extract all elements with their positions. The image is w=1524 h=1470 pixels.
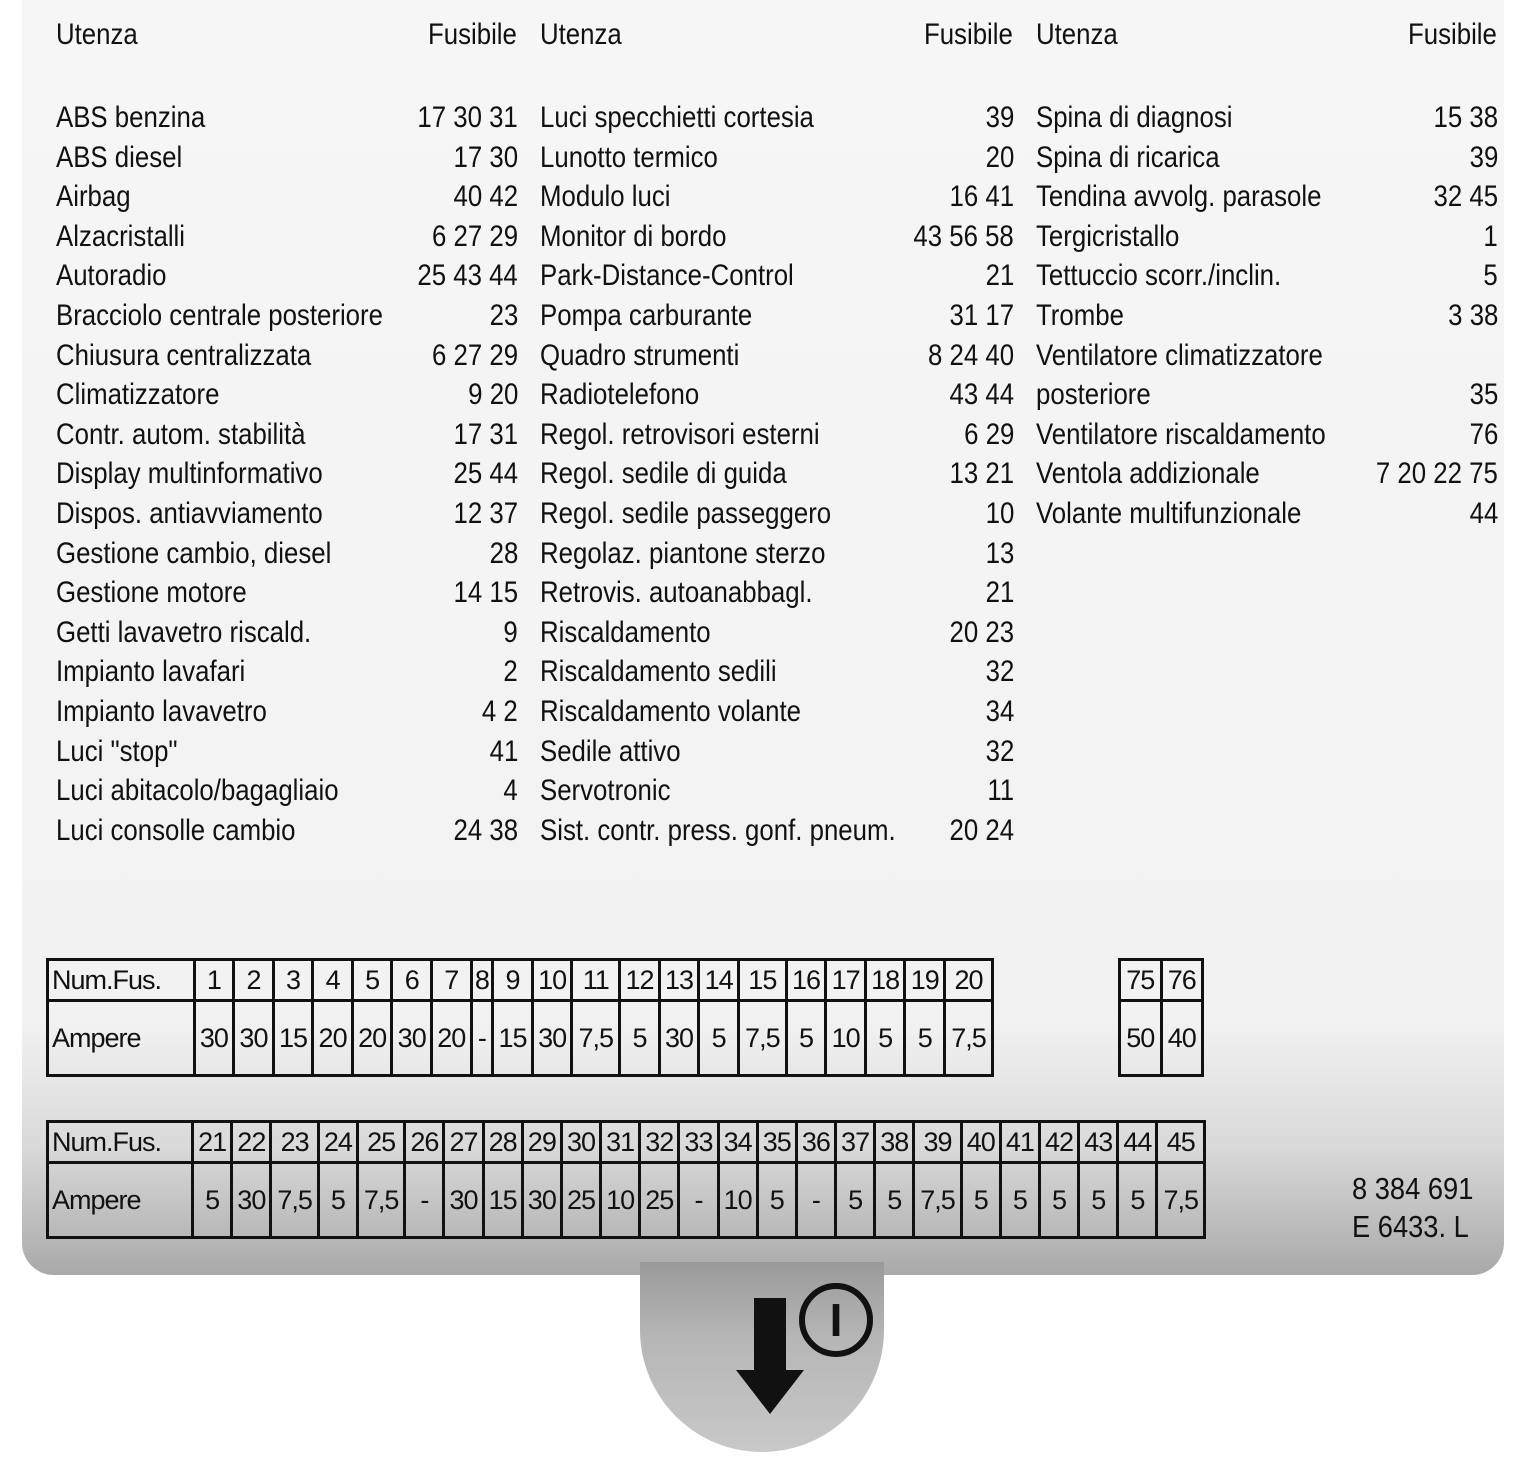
tab-symbol: I xyxy=(829,1294,843,1346)
fuse-numbers: 28 xyxy=(489,536,518,570)
list-item xyxy=(540,652,1014,692)
fuse-number-cell: 76 xyxy=(1161,960,1203,1001)
list-item xyxy=(56,336,518,376)
list-item xyxy=(540,98,1014,138)
list-item xyxy=(1036,454,1498,494)
num-fus-label: Num.Fus. xyxy=(48,960,195,1001)
table-row xyxy=(48,1122,1205,1163)
user-header: Utenza xyxy=(56,18,138,51)
list-item xyxy=(56,296,518,336)
ampere-cell: 7,5 xyxy=(945,1001,993,1076)
fuse-number-cell: 10 xyxy=(532,960,572,1001)
list-item xyxy=(540,613,1014,653)
num-fus-label: Num.Fus. xyxy=(48,1122,193,1163)
consumer-name: Impianto lavavetro xyxy=(56,694,267,728)
fuse-number-cell: 39 xyxy=(914,1122,961,1163)
fuse-numbers: 3 38 xyxy=(1447,298,1498,332)
fuse-numbers: 25 43 44 xyxy=(417,259,518,293)
ampere-cell: 15 xyxy=(493,1001,533,1076)
list-item xyxy=(1036,98,1498,138)
fuse-numbers: 40 42 xyxy=(453,180,518,214)
fuse-numbers: 43 56 58 xyxy=(913,219,1014,253)
list-item xyxy=(540,811,1014,851)
ampere-cell: 7,5 xyxy=(357,1163,404,1238)
consumer-name: Servotronic xyxy=(540,774,671,808)
fuse-numbers: 12 37 xyxy=(453,496,518,530)
fuse-numbers: 14 15 xyxy=(453,576,518,610)
list-item xyxy=(56,534,518,574)
assignment-list xyxy=(540,98,1014,850)
list-item xyxy=(540,732,1014,772)
fuse-number-cell: 12 xyxy=(620,960,660,1001)
fuse-number-cell: 44 xyxy=(1118,1122,1157,1163)
fuse-number-cell: 32 xyxy=(640,1122,679,1163)
table-row xyxy=(48,1001,993,1076)
fuse-numbers: 16 41 xyxy=(949,180,1014,214)
ampere-cell: 7,5 xyxy=(1157,1163,1205,1238)
fuse-number-cell: 33 xyxy=(679,1122,718,1163)
fuse-chart-card xyxy=(22,0,1504,1275)
list-item xyxy=(56,652,518,692)
ampere-cell: 30 xyxy=(232,1163,271,1238)
ampere-cell: 5 xyxy=(905,1001,945,1076)
fuse-number-cell: 6 xyxy=(392,960,432,1001)
ampere-cell: 7,5 xyxy=(914,1163,961,1238)
fuse-number-cell: 4 xyxy=(313,960,353,1001)
consumer-name: Impianto lavafari xyxy=(56,655,246,689)
consumer-name: Retrovis. autoanabbagl. xyxy=(540,576,813,610)
table-row xyxy=(1120,960,1203,1001)
list-item xyxy=(56,811,518,851)
consumer-name: Sedile attivo xyxy=(540,734,681,768)
ampere-cell: 10 xyxy=(718,1163,757,1238)
part-number: 8 384 691 xyxy=(1352,1171,1474,1206)
consumer-name: Spina di ricarica xyxy=(1036,140,1220,174)
fuse-numbers: 32 45 xyxy=(1433,180,1498,214)
fuse-number-cell: 16 xyxy=(786,960,826,1001)
fuse-number-cell: 31 xyxy=(601,1122,640,1163)
fuse-table-1-20 xyxy=(46,958,994,1077)
fuse-number-cell: 23 xyxy=(271,1122,318,1163)
consumer-name: Luci abitacolo/bagagliaio xyxy=(56,774,339,808)
consumer-name: Ventola addizionale xyxy=(1036,457,1260,491)
ampere-cell: 15 xyxy=(273,1001,313,1076)
fuse-number-cell: 1 xyxy=(194,960,234,1001)
fuse-number-cell: 7 xyxy=(431,960,471,1001)
fuse-number-cell: 9 xyxy=(493,960,533,1001)
pull-tab[interactable] xyxy=(640,1262,884,1452)
list-item xyxy=(56,415,518,455)
consumer-name: Regolaz. piantone sterzo xyxy=(540,536,826,570)
list-item xyxy=(1036,375,1498,415)
fuse-numbers: 43 44 xyxy=(949,378,1014,412)
list-item xyxy=(56,256,518,296)
fuse-number-cell: 26 xyxy=(405,1122,444,1163)
list-item xyxy=(56,494,518,534)
ampere-cell: - xyxy=(679,1163,718,1238)
fuse-header: Fusibile xyxy=(923,18,1013,51)
consumer-name: Radiotelefono xyxy=(540,378,700,412)
ampere-cell: - xyxy=(471,1001,493,1076)
ampere-cell: 5 xyxy=(961,1163,1000,1238)
fuse-number-cell: 36 xyxy=(796,1122,835,1163)
list-item xyxy=(540,771,1014,811)
list-item xyxy=(540,494,1014,534)
ampere-cell: 10 xyxy=(826,1001,866,1076)
consumer-name: Chiusura centralizzata xyxy=(56,338,312,372)
consumer-name: Ventilatore climatizzatore xyxy=(1036,338,1323,372)
ampere-cell: 20 xyxy=(352,1001,392,1076)
list-item xyxy=(1036,336,1498,376)
fuse-numbers: 20 23 xyxy=(949,615,1014,649)
list-item xyxy=(540,296,1014,336)
list-item xyxy=(540,692,1014,732)
consumer-name: Trombe xyxy=(1036,298,1124,332)
fuse-number-cell: 27 xyxy=(444,1122,483,1163)
consumer-name: Display multinformativo xyxy=(56,457,323,491)
ampere-cell: 50 xyxy=(1120,1001,1162,1076)
ampere-cell: 25 xyxy=(640,1163,679,1238)
fuse-header: Fusibile xyxy=(1407,18,1497,51)
fuse-numbers: 35 xyxy=(1469,378,1498,412)
list-item xyxy=(1036,415,1498,455)
fuse-numbers: 31 17 xyxy=(949,298,1014,332)
fuse-number-cell: 42 xyxy=(1039,1122,1078,1163)
fuse-number-cell: 20 xyxy=(945,960,993,1001)
fuse-number-cell: 18 xyxy=(865,960,905,1001)
consumer-name: Dispos. antiavviamento xyxy=(56,496,323,530)
fuse-numbers: 17 30 xyxy=(453,140,518,174)
fuse-numbers: 20 xyxy=(985,140,1014,174)
fuse-number-cell: 35 xyxy=(757,1122,796,1163)
fuse-number-cell: 75 xyxy=(1120,960,1162,1001)
ampere-cell: 30 xyxy=(659,1001,699,1076)
fuse-number-cell: 8 xyxy=(471,960,493,1001)
ampere-label: Ampere xyxy=(48,1001,195,1076)
fuse-numbers: 7 20 22 75 xyxy=(1376,457,1498,491)
fuse-numbers: 39 xyxy=(985,101,1014,134)
list-item xyxy=(56,454,518,494)
fuse-numbers: 39 xyxy=(1469,140,1498,174)
fuse-header: Fusibile xyxy=(427,18,517,51)
ampere-cell: 30 xyxy=(532,1001,572,1076)
fuse-numbers: 15 38 xyxy=(1433,101,1498,134)
ampere-cell: 30 xyxy=(522,1163,561,1238)
consumer-name: Riscaldamento sedili xyxy=(540,655,777,689)
fuse-number-cell: 28 xyxy=(483,1122,522,1163)
fuse-numbers: 21 xyxy=(985,259,1014,293)
list-item xyxy=(540,534,1014,574)
consumer-name: ABS diesel xyxy=(56,140,183,174)
consumer-name: Monitor di bordo xyxy=(540,219,727,253)
fuse-table-75-76 xyxy=(1118,958,1204,1077)
list-item xyxy=(540,177,1014,217)
consumer-name: Gestione cambio, diesel xyxy=(56,536,332,570)
fuse-numbers: 13 xyxy=(985,536,1014,570)
column-header xyxy=(1036,18,1497,58)
ampere-cell: 5 xyxy=(1000,1163,1039,1238)
consumer-name: Contr. autom. stabilità xyxy=(56,417,306,451)
ampere-cell: 30 xyxy=(194,1001,234,1076)
consumer-name: Park-Distance-Control xyxy=(540,259,794,293)
consumer-name: Quadro strumenti xyxy=(540,338,740,372)
fuse-number-cell: 24 xyxy=(318,1122,357,1163)
consumer-name: posteriore xyxy=(1036,378,1151,412)
list-item xyxy=(1036,177,1498,217)
fuse-numbers: 6 27 29 xyxy=(431,219,518,253)
ampere-label: Ampere xyxy=(48,1163,193,1238)
consumer-name: Bracciolo centrale posteriore xyxy=(56,298,383,332)
fuse-numbers: 17 30 31 xyxy=(417,101,518,134)
fuse-numbers: 21 xyxy=(985,576,1014,610)
fuse-number-cell: 2 xyxy=(234,960,274,1001)
fuse-number-cell: 17 xyxy=(826,960,866,1001)
consumer-name: Modulo luci xyxy=(540,180,671,214)
list-item xyxy=(1036,138,1498,178)
table-row xyxy=(1120,1001,1203,1076)
arrow-down-icon xyxy=(736,1298,804,1414)
consumer-name: Getti lavavetro riscald. xyxy=(56,615,312,649)
ampere-cell: 7,5 xyxy=(271,1163,318,1238)
list-item xyxy=(56,138,518,178)
list-item xyxy=(56,217,518,257)
user-header: Utenza xyxy=(1036,18,1118,51)
ampere-cell: - xyxy=(796,1163,835,1238)
fuse-number-cell: 3 xyxy=(273,960,313,1001)
consumer-name: Spina di diagnosi xyxy=(1036,101,1233,134)
fuse-numbers: 5 xyxy=(1483,259,1498,293)
consumer-name: Ventilatore riscaldamento xyxy=(1036,417,1326,451)
ampere-cell: 15 xyxy=(483,1163,522,1238)
ampere-cell: 5 xyxy=(699,1001,739,1076)
list-item xyxy=(540,415,1014,455)
ampere-cell: 5 xyxy=(193,1163,232,1238)
fuse-numbers: 6 29 xyxy=(963,417,1014,451)
consumer-name: Pompa carburante xyxy=(540,298,753,332)
table-row xyxy=(48,960,993,1001)
consumer-name: Lunotto termico xyxy=(540,140,718,174)
ampere-cell: 10 xyxy=(601,1163,640,1238)
fuse-numbers: 17 31 xyxy=(453,417,518,451)
fuse-numbers: 25 44 xyxy=(453,457,518,491)
fuse-number-cell: 11 xyxy=(572,960,620,1001)
list-item xyxy=(540,336,1014,376)
ampere-cell: - xyxy=(405,1163,444,1238)
fuse-number-cell: 34 xyxy=(718,1122,757,1163)
fuse-numbers: 41 xyxy=(489,734,518,768)
consumer-name: Gestione motore xyxy=(56,576,247,610)
fuse-numbers: 9 20 xyxy=(467,378,518,412)
fuse-numbers: 23 xyxy=(489,298,518,332)
fuse-number-cell: 21 xyxy=(193,1122,232,1163)
consumer-name: Airbag xyxy=(56,180,131,214)
ampere-cell: 30 xyxy=(392,1001,432,1076)
consumer-name: Regol. retrovisori esterni xyxy=(540,417,820,451)
consumer-name: Alzacristalli xyxy=(56,219,186,253)
assignment-list xyxy=(1036,98,1498,534)
ampere-cell: 5 xyxy=(836,1163,875,1238)
ampere-cell: 30 xyxy=(444,1163,483,1238)
fuse-number-cell: 13 xyxy=(659,960,699,1001)
consumer-name: Climatizzatore xyxy=(56,378,220,412)
consumer-name: Regol. sedile passeggero xyxy=(540,496,832,530)
consumer-name: Volante multifunzionale xyxy=(1036,496,1302,530)
ampere-cell: 5 xyxy=(786,1001,826,1076)
fuse-numbers: 10 xyxy=(985,496,1014,530)
fuse-numbers: 20 24 xyxy=(949,813,1014,847)
list-item xyxy=(540,256,1014,296)
fuse-numbers: 2 xyxy=(503,655,518,689)
list-item xyxy=(1036,296,1498,336)
list-item xyxy=(56,692,518,732)
fuse-number-cell: 19 xyxy=(905,960,945,1001)
consumer-name: Tendina avvolg. parasole xyxy=(1036,180,1322,214)
ampere-cell: 7,5 xyxy=(738,1001,786,1076)
ampere-cell: 5 xyxy=(865,1001,905,1076)
ampere-cell: 30 xyxy=(234,1001,274,1076)
fuse-number-cell: 15 xyxy=(738,960,786,1001)
fuse-number-cell: 43 xyxy=(1079,1122,1118,1163)
consumer-name: Autoradio xyxy=(56,259,167,293)
revision-code: E 6433. L xyxy=(1352,1209,1469,1244)
ampere-cell: 5 xyxy=(1118,1163,1157,1238)
fuse-numbers: 76 xyxy=(1469,417,1498,451)
list-item xyxy=(540,217,1014,257)
consumer-name: Riscaldamento xyxy=(540,615,711,649)
list-item xyxy=(540,454,1014,494)
assignment-list xyxy=(56,98,518,850)
fuse-numbers: 34 xyxy=(985,694,1014,728)
list-item xyxy=(1036,256,1498,296)
fuse-number-cell: 37 xyxy=(836,1122,875,1163)
fuse-numbers: 44 xyxy=(1469,496,1498,530)
fuse-table-21-45 xyxy=(46,1120,1206,1239)
ampere-cell: 5 xyxy=(757,1163,796,1238)
fuse-numbers: 9 xyxy=(503,615,518,649)
fuse-numbers: 13 21 xyxy=(949,457,1014,491)
fuse-numbers: 6 27 29 xyxy=(431,338,518,372)
part-code xyxy=(1352,1170,1490,1246)
fuse-numbers: 1 xyxy=(1483,219,1498,253)
ampere-cell: 5 xyxy=(620,1001,660,1076)
list-item xyxy=(540,138,1014,178)
consumer-name: Tettuccio scorr./inclin. xyxy=(1036,259,1282,293)
fuse-number-cell: 40 xyxy=(961,1122,1000,1163)
column-header xyxy=(540,18,1013,58)
fuse-numbers: 4 2 xyxy=(482,694,518,728)
column-header xyxy=(56,18,517,58)
consumer-name: Riscaldamento volante xyxy=(540,694,802,728)
consumer-name: Regol. sedile di guida xyxy=(540,457,787,491)
list-item xyxy=(56,732,518,772)
fuse-numbers: 32 xyxy=(985,655,1014,689)
fuse-number-cell: 41 xyxy=(1000,1122,1039,1163)
ampere-cell: 7,5 xyxy=(572,1001,620,1076)
fuse-numbers: 11 xyxy=(987,774,1014,808)
fuse-number-cell: 14 xyxy=(699,960,739,1001)
list-item xyxy=(56,771,518,811)
list-item xyxy=(1036,494,1498,534)
ampere-cell: 5 xyxy=(1039,1163,1078,1238)
list-item xyxy=(1036,217,1498,257)
fuse-number-cell: 45 xyxy=(1157,1122,1205,1163)
fuse-number-cell: 5 xyxy=(352,960,392,1001)
list-item xyxy=(56,98,518,138)
ampere-cell: 40 xyxy=(1161,1001,1203,1076)
fuse-numbers: 32 xyxy=(985,734,1014,768)
fuse-number-cell: 29 xyxy=(522,1122,561,1163)
consumer-name: Luci consolle cambio xyxy=(56,813,296,847)
list-item xyxy=(56,573,518,613)
fuse-number-cell: 22 xyxy=(232,1122,271,1163)
list-item xyxy=(56,177,518,217)
ampere-cell: 20 xyxy=(431,1001,471,1076)
list-item xyxy=(56,375,518,415)
fuse-number-cell: 38 xyxy=(875,1122,914,1163)
circle-i-icon xyxy=(802,1286,870,1354)
ampere-cell: 20 xyxy=(313,1001,353,1076)
consumer-name: Sist. contr. press. gonf. pneum. xyxy=(540,813,896,847)
ampere-cell: 5 xyxy=(1079,1163,1118,1238)
fuse-number-cell: 30 xyxy=(561,1122,600,1163)
table-row xyxy=(48,1163,1205,1238)
fuse-number-cell: 25 xyxy=(357,1122,404,1163)
user-header: Utenza xyxy=(540,18,622,51)
consumer-name: ABS benzina xyxy=(56,101,206,134)
list-item xyxy=(540,375,1014,415)
list-item xyxy=(56,613,518,653)
fuse-numbers: 24 38 xyxy=(453,813,518,847)
ampere-cell: 25 xyxy=(561,1163,600,1238)
consumer-name: Tergicristallo xyxy=(1036,219,1180,253)
consumer-name: Luci specchietti cortesia xyxy=(540,101,814,134)
fuse-numbers: 4 xyxy=(503,774,518,808)
consumer-name: Luci "stop" xyxy=(56,734,178,768)
ampere-cell: 5 xyxy=(875,1163,914,1238)
ampere-cell: 5 xyxy=(318,1163,357,1238)
fuse-numbers: 8 24 40 xyxy=(927,338,1014,372)
list-item xyxy=(540,573,1014,613)
